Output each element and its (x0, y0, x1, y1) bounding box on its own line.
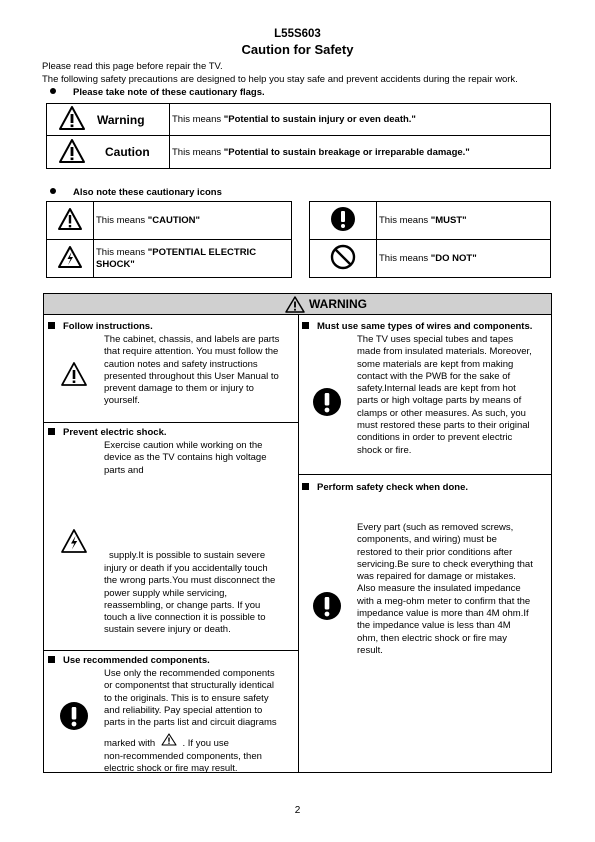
body-line: conditions in order to prevent electric (357, 432, 513, 444)
flag-word: Warning (97, 112, 145, 127)
body-line: made from insulated materials. Moreover, (357, 346, 532, 358)
warning-triangle-icon (58, 138, 86, 164)
body-line: result. (357, 644, 383, 656)
body-line: device as the TV contains high voltage (104, 452, 267, 464)
icon-row-do-not (310, 240, 551, 278)
icons-table-left (46, 201, 292, 278)
body-line: electric shock or fire may result. (104, 763, 238, 775)
flags-table (46, 103, 551, 169)
bullet-icon (50, 188, 56, 194)
body-line: safety.Internal leads are kept from hot (357, 383, 516, 395)
flag-meaning: "Potential to sustain breakage or irreparable damage." (223, 146, 470, 158)
flag-prefix: This means (172, 114, 224, 125)
body-line: Also measure the insulated impedance (357, 583, 521, 595)
icon-meaning-cell (94, 240, 292, 278)
body-line: impedance value is more than 4M ohm.If (357, 608, 529, 620)
same-wires-heading (302, 321, 532, 332)
prevent-shock-body-bottom (104, 563, 275, 637)
body-line: contact with the PWB for the sake of (357, 370, 511, 382)
body-line: must restored these parts to their original (357, 420, 530, 432)
page-title: Caution for Safety (241, 42, 354, 57)
intro-line-1: Please read this page before repair the TV. (42, 61, 223, 72)
body-line: servicing.Be sure to check everything that (357, 558, 533, 570)
icon-meaning: "CAUTION" (147, 215, 201, 226)
caution-triangle-icon (60, 361, 88, 387)
heading-text: Follow instructions. (63, 321, 153, 332)
square-bullet-icon (302, 322, 309, 329)
body-line: that require attention. You must follow the (104, 346, 279, 358)
intro-line-2: The following safety precautions are designed to help you stay safe and prevent accidents during the repair work. (42, 74, 518, 85)
body-line: parts or high voltage parts by means of (357, 395, 522, 407)
square-bullet-icon (48, 428, 55, 435)
body-line: reassembling, or change parts. If you (104, 599, 261, 611)
flags-heading-text: Please take note of these cautionary flags. (73, 87, 265, 98)
page-number: 2 (294, 805, 301, 816)
body-line: the impedance value is less than 4M (357, 620, 511, 632)
flag-icon-cell (47, 104, 98, 136)
icons-heading (50, 187, 222, 198)
icons-table-right (309, 201, 551, 278)
body-line: prevent damage to them or injury to (104, 383, 254, 395)
section-divider (298, 474, 551, 475)
square-bullet-icon (48, 656, 55, 663)
body-line: restored to their prior conditions after (357, 546, 513, 558)
flag-word-cell (97, 104, 170, 136)
follow-instructions-body (104, 334, 279, 408)
column-divider (298, 315, 299, 772)
body-line: touch a live connection it is possible to (104, 612, 266, 624)
body-line: Use only the recommended components (104, 668, 275, 679)
section-divider (44, 650, 298, 651)
must-exclamation-icon (312, 591, 342, 621)
icon-cell (47, 202, 94, 240)
heading-text: Perform safety check when done. (317, 482, 468, 493)
body-line: injury or death if you accidentally touch (104, 563, 268, 574)
icons-heading-text: Also note these cautionary icons (73, 187, 222, 198)
safety-check-heading (302, 482, 468, 493)
body-line: clamps or other measures. As such, you (357, 407, 526, 419)
icon-meaning-cell (94, 202, 292, 240)
prevent-shock-heading (48, 427, 167, 438)
flag-icon-cell (47, 136, 98, 169)
body-line: some materials are kept from making (357, 358, 514, 370)
prevent-shock-body-bottom-first (104, 550, 265, 562)
body-line: the wrong parts.You must disconnect the (104, 575, 276, 587)
must-exclamation-icon (330, 206, 356, 232)
body-line: yourself. (104, 395, 140, 407)
electric-shock-triangle-icon (57, 245, 83, 269)
warning-triangle-icon (58, 105, 86, 131)
body-line: supply.It is possible to sustain severe (109, 550, 266, 561)
flag-prefix: This means (172, 146, 224, 158)
body-line: Every part (such as removed screws, (357, 522, 514, 533)
icon-prefix: This means (379, 215, 431, 226)
body-line: shock or fire. (357, 444, 412, 456)
same-wires-body (357, 334, 532, 457)
icon-row-caution (47, 202, 292, 240)
body-line: and reliability. Pay special attention to (104, 704, 263, 716)
heading-text: Use recommended components. (63, 655, 210, 666)
body-line: components, and wiring) must be (357, 534, 497, 546)
body-line: sustain severe injury or death. (104, 624, 231, 636)
follow-instructions-heading (48, 321, 153, 332)
body-line: was repaired for damage or mistakes. (357, 571, 516, 583)
icon-row-shock (47, 240, 292, 278)
must-exclamation-icon (312, 387, 342, 417)
body-line: The TV uses special tubes and tapes (357, 334, 514, 345)
square-bullet-icon (48, 322, 55, 329)
model-number: L55S603 (274, 28, 321, 40)
icon-prefix: This means (96, 215, 148, 226)
icon-meaning-cell (377, 240, 551, 278)
flag-word: Caution (105, 145, 150, 159)
warning-panel (43, 293, 552, 773)
flag-meaning: "Potential to sustain injury or even death." (223, 114, 416, 125)
bullet-icon (50, 88, 56, 94)
square-bullet-icon (302, 483, 309, 490)
recommended-components-body (104, 668, 277, 775)
icon-row-must (310, 202, 551, 240)
body-line: ohm, then electric shock or fire may (357, 632, 507, 644)
do-not-prohibition-icon (330, 244, 356, 270)
electric-shock-triangle-icon (60, 528, 88, 554)
icon-meaning: "MUST" (430, 215, 467, 226)
prevent-shock-body-top (104, 440, 266, 477)
body-line: or componentst that structurally identical (104, 680, 275, 692)
flag-row-warning (47, 104, 551, 136)
heading-text: Prevent electric shock. (63, 427, 167, 438)
body-line: caution notes and safety instructions (104, 358, 258, 370)
warning-triangle-icon (285, 296, 305, 313)
icon-cell (310, 202, 377, 240)
flag-meaning-cell (170, 136, 551, 169)
section-divider (44, 422, 298, 423)
body-line: parts in the parts list and circuit diagrams (104, 717, 277, 729)
marked-after-text: . If you use (182, 738, 229, 750)
icon-cell (310, 240, 377, 278)
body-line: The cabinet, chassis, and labels are parts (104, 334, 280, 345)
safety-check-body (357, 522, 533, 657)
body-line: to the originals. This is to ensure safety (104, 692, 269, 704)
icon-meaning: "POTENTIAL ELECTRIC SHOCK" (96, 246, 257, 270)
icon-cell (47, 240, 94, 278)
flags-heading (50, 87, 265, 98)
marked-with-line (104, 733, 277, 750)
icon-prefix: This means (379, 253, 431, 264)
caution-triangle-icon (161, 733, 177, 746)
recommended-components-heading (48, 655, 210, 666)
must-exclamation-icon (59, 701, 89, 731)
body-line: non-recommended components, then (104, 750, 262, 762)
flag-row-caution (47, 136, 551, 169)
heading-text: Must use same types of wires and components. (317, 321, 533, 332)
marked-with-text: marked with (104, 738, 156, 750)
warning-panel-title: WARNING (309, 297, 367, 311)
icon-prefix: This means (96, 246, 148, 258)
body-line: presented throughout this User Manual to (104, 370, 279, 382)
caution-triangle-icon (57, 207, 83, 231)
flag-word-cell (97, 136, 170, 169)
body-line: Exercise caution while working on the (104, 440, 263, 451)
body-line: parts and (104, 464, 144, 476)
warning-panel-header (44, 294, 551, 315)
body-line: power supply while servicing, (104, 587, 228, 599)
flag-meaning-cell (170, 104, 551, 136)
icon-meaning: "DO NOT" (430, 253, 477, 264)
icon-meaning-cell (377, 202, 551, 240)
body-line: with a meg-ohm meter to confirm that the (357, 595, 531, 607)
